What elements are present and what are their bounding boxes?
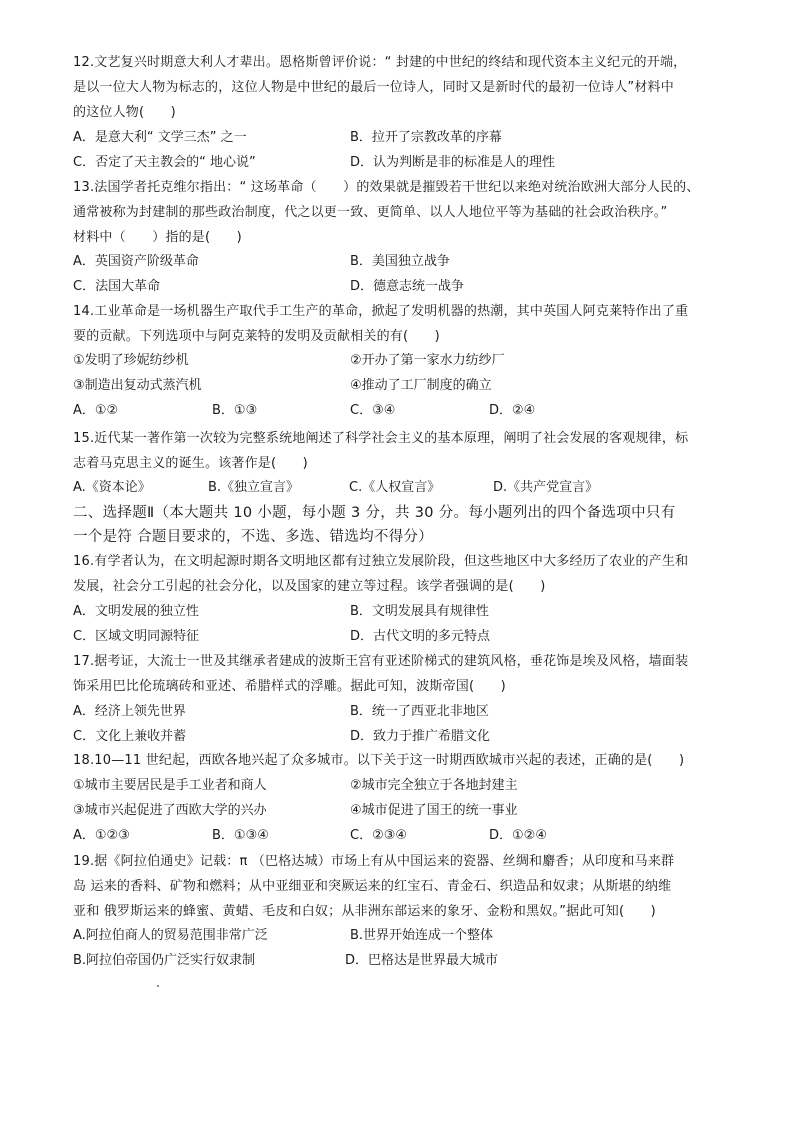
question-text: 志着马克思主义的诞生。该著作是( ) [73,456,308,471]
option-d: D．认为判断是非的标准是人的理性 [350,155,556,170]
statement-item: ①城市主要居民是手工业者和商人 [73,778,267,793]
question-text: 饰采用巴比伦琉璃砖和亚述、希腊样式的浮雕。据此可知，波斯帝国( ) [73,679,506,694]
question-text: 发展，社会分工引起的社会分化，以及国家的建立等过程。该学者强调的是( ) [73,579,546,594]
statement-item: ②城市完全独立于各地封建主 [350,778,518,793]
question-text: 19.据《阿拉伯通史》记载：π （巴格达城）市场上有从中国运来的瓷器、丝绸和麝香；从印度和马来群 [73,854,675,869]
question-text: 14.工业革命是一场机器生产取代手工生产的革命，掀起了发明机器的热潮，其中英国人阿克莱特作出了重 [73,304,689,319]
option-b: B.世界开始连成一个整体 [350,928,494,943]
option-a: A．文明发展的独立性 [73,604,199,619]
option-c: C．区域文明同源特征 [73,629,200,644]
option-c: C.《人权宣言》 [349,480,441,495]
question-text: 亚和 俄罗斯运来的蜂蜜、黄蜡、毛皮和白奴；从非洲东部运来的象牙、金粉和黑奴。”据此可知( ) [73,904,656,919]
option-d: D．①②④ [489,828,547,843]
option-a: A.阿拉伯商人的贸易范围非常广泛 [73,928,268,943]
option-d: D．古代文明的多元特点 [350,629,491,644]
option-b: B．文明发展具有规律性 [350,604,489,619]
question-text: 材料中（ ）指的是( ) [73,230,242,245]
option-d: D．②④ [489,403,536,418]
question-text: 通常被称为封建制的那些政治制度，代之以更一致、更简单、以人人地位平等为基础的社会政治秩序。” [73,205,668,220]
question-text: 15.近代某一著作第一次较为完整系统地阐述了科学社会主义的基本原理，阐明了社会发展的客观规律，标 [73,431,689,446]
option-a: A.《资本论》 [73,480,151,495]
question-text: 18.10—11 世纪起，西欧各地兴起了众多城市。以下关于这一时期西欧城市兴起的表述，正确的是( ) [73,753,685,768]
option-c: C．②③④ [350,828,408,843]
option-c: C．③④ [350,403,396,418]
statement-item: ④推动了工厂制度的确立 [350,378,492,393]
statement-item: ④城市促进了国王的统一事业 [350,803,518,818]
option-c: C．法国大革命 [73,279,161,294]
option-d: D．巴格达是世界最大城市 [345,953,499,968]
question-text: 16.有学者认为，在文明起源时期各文明地区都有过独立发展阶段，但这些地区中大多经历了农业的产生和 [73,554,689,569]
question-text: 要的贡献。下列选项中与阿克莱特的发明及贡献相关的有( ) [73,329,440,344]
option-c: C．文化上兼收并蓄 [73,729,187,744]
option-c: C．否定了天主教会的“ 地心说” [73,155,256,170]
statement-item: ③城市兴起促进了西欧大学的兴办 [73,803,267,818]
statement-item: ①发明了珍妮纺纱机 [73,353,189,368]
question-text: 17.据考证，大流士一世及其继承者建成的波斯王宫有亚述阶梯式的建筑风格，垂花饰是埃及风格，墙面装 [73,654,689,669]
option-a: A．①② [73,403,119,418]
option-a: A．英国资产阶级革命 [73,254,199,269]
option-d: D．致力于推广希腊文化 [350,729,491,744]
option-a: A．①②③ [73,828,130,843]
question-text: 是以一位大人物为标志的，这位人物是中世纪的最后一位诗人，同时又是新时代的最初一位诗人”材料中 [73,80,674,95]
question-text: 的这位人物( ) [73,105,176,120]
option-b: B．统一了西亚北非地区 [350,704,489,719]
question-text: 13.法国学者托克维尔指出：“ 这场革命（ ）的效果就是摧毁若干世纪以来绝对统治欧洲大部分人民的、 [73,180,700,195]
option-d: D.《共产党宣言》 [493,480,599,495]
section-heading-text: 二、选择题Ⅱ（本大题共 10 小题，每小题 3 分，共 30 分。每小题列出的四个备选项中只有 [73,505,676,521]
option-b: B.《独立宣言》 [208,480,300,495]
statement-item: ②开办了第一家水力纺纱厂 [350,353,505,368]
statement-item: ③制造出复动式蒸汽机 [73,378,202,393]
option-a: A．是意大利“ 文学三杰” 之一 [73,130,247,145]
option-b: B．拉开了宗教改革的序幕 [350,130,502,145]
option-d: D．德意志统一战争 [350,279,465,294]
option-b: B．美国独立战争 [350,254,450,269]
option-b: B．①③ [212,403,258,418]
option-b: B．①③④ [212,828,269,843]
section-heading-text: 一个是符 合题目要求的，不选、多选、错选均不得分） [73,529,434,545]
option-c: B.阿拉伯帝国仍广泛实行奴隶制 [73,953,256,968]
question-text: 岛 运来的香料、矿物和燃料；从中亚细亚和突厥运来的红宝石、青金石、织造品和奴隶；从斯堪的纳维 [73,879,672,894]
option-a: A．经济上领先世界 [73,704,186,719]
question-text: 12.文艺复兴时期意大利人才辈出。恩格斯曾评价说：“ 封建的中世纪的终结和现代资本主义纪元的开端， [73,55,687,70]
stray-mark [157,985,159,987]
